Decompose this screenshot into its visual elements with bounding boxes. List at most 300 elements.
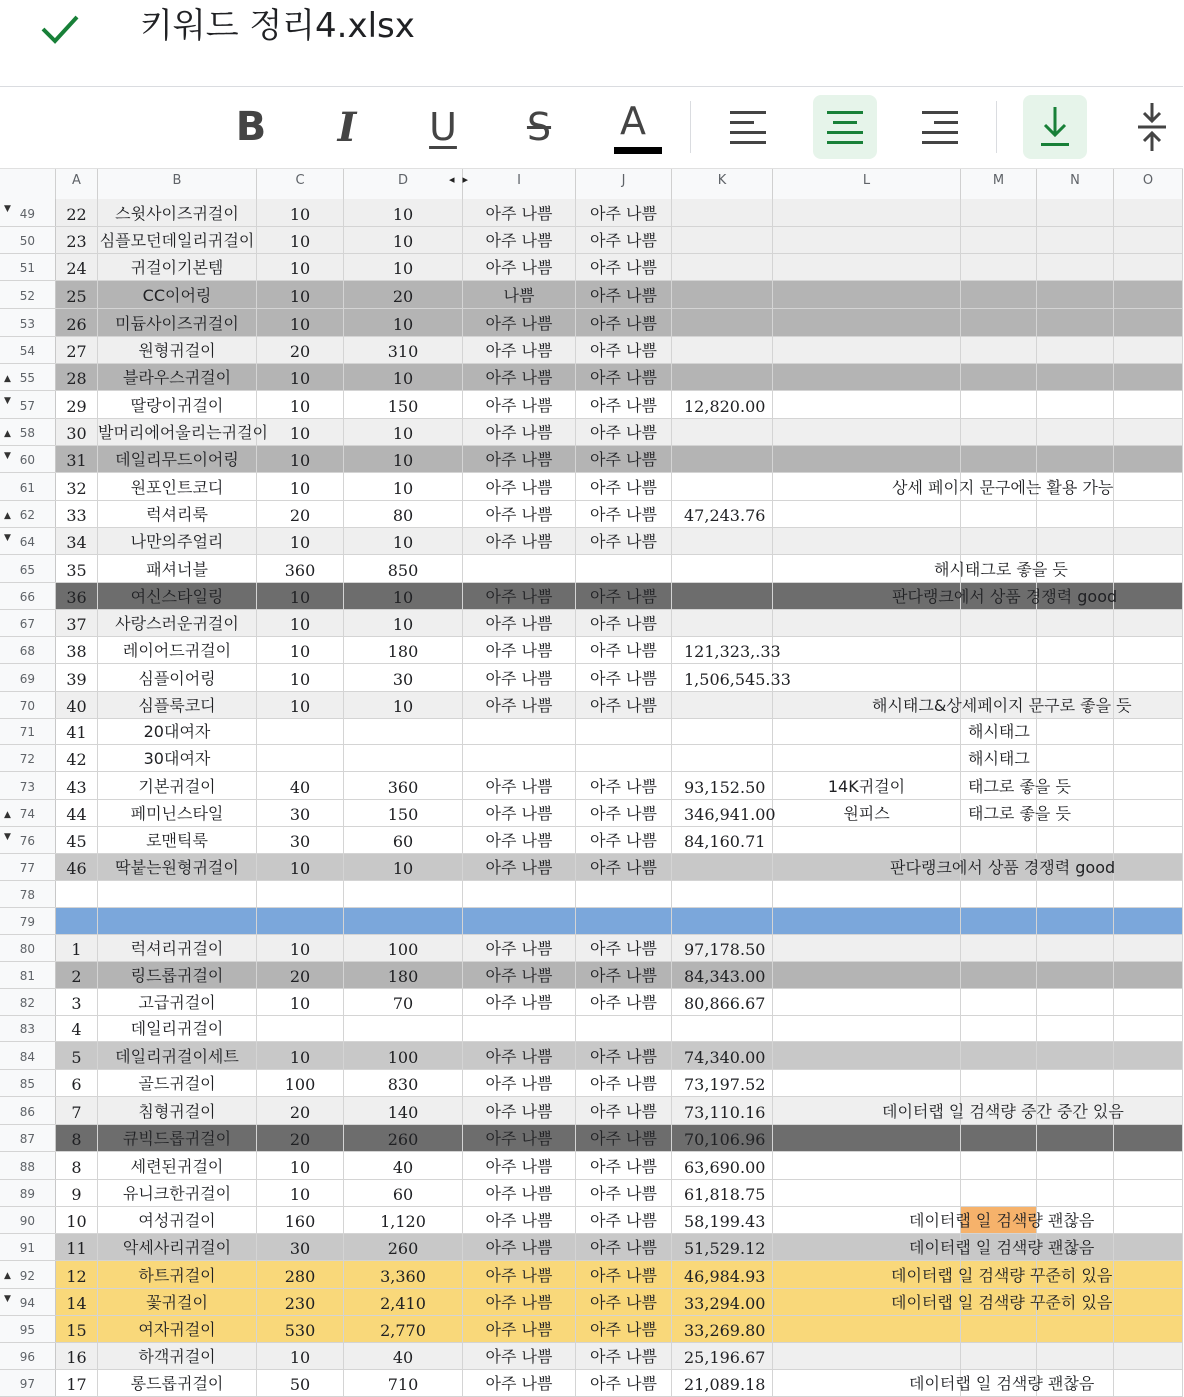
cell-b[interactable] [98, 501, 257, 527]
cell-o[interactable] [1114, 772, 1183, 799]
cell-k[interactable] [672, 745, 773, 771]
cell-b[interactable] [98, 719, 257, 744]
cell-j[interactable] [576, 227, 672, 253]
cell-o[interactable] [1114, 309, 1183, 336]
cell-a[interactable] [56, 391, 98, 418]
cell-d[interactable] [344, 528, 463, 554]
cell-i[interactable] [463, 1343, 576, 1369]
checkmark-icon[interactable] [40, 12, 80, 46]
cell-b[interactable] [98, 908, 257, 934]
cell-c[interactable] [257, 745, 344, 771]
table-row[interactable] [0, 309, 1183, 337]
cell-i[interactable] [463, 555, 576, 582]
cell-k[interactable] [672, 309, 773, 336]
table-row[interactable] [0, 989, 1183, 1016]
cell-m[interactable] [961, 528, 1037, 554]
column-header-c[interactable]: C [257, 169, 344, 199]
cell-m[interactable] [961, 199, 1037, 226]
column-header-a[interactable]: A [56, 169, 98, 199]
cell-a[interactable] [56, 1152, 98, 1179]
cell-k[interactable] [672, 364, 773, 390]
group-expand-icon[interactable]: ▲ [4, 810, 11, 820]
cell-b[interactable] [98, 364, 257, 390]
row-header[interactable] [0, 364, 56, 390]
cell-b[interactable] [98, 199, 257, 226]
table-row[interactable] [0, 446, 1183, 473]
cell-l[interactable] [773, 610, 961, 636]
cell-a[interactable] [56, 199, 98, 226]
cell-o[interactable] [1114, 827, 1183, 853]
cell-d[interactable] [344, 1070, 463, 1096]
cell-k[interactable] [672, 473, 773, 500]
cell-m[interactable] [961, 1316, 1037, 1342]
table-row[interactable] [0, 800, 1183, 827]
cell-a[interactable] [56, 745, 98, 771]
cell-i[interactable] [463, 501, 576, 527]
cell-n[interactable] [1037, 908, 1114, 934]
cell-b[interactable] [98, 745, 257, 771]
cell-j[interactable] [576, 391, 672, 418]
cell-j[interactable] [576, 1125, 672, 1151]
cell-o[interactable] [1114, 745, 1183, 771]
row-header[interactable] [0, 583, 56, 609]
cell-o[interactable] [1114, 1016, 1183, 1041]
cell-j[interactable] [576, 364, 672, 390]
table-row[interactable] [0, 1207, 1183, 1234]
group-collapse-icon[interactable]: ▼ [4, 1294, 11, 1304]
cell-b[interactable] [98, 854, 257, 880]
cell-k[interactable] [672, 337, 773, 363]
cell-l[interactable] [773, 935, 961, 961]
cell-n[interactable] [1037, 391, 1114, 418]
cell-o[interactable] [1114, 281, 1183, 308]
cell-j[interactable] [576, 664, 672, 691]
cell-a[interactable] [56, 364, 98, 390]
cell-a[interactable] [56, 501, 98, 527]
cell-n[interactable] [1037, 1152, 1114, 1179]
cell-k[interactable] [672, 583, 773, 609]
table-row[interactable] [0, 1070, 1183, 1097]
cell-i[interactable] [463, 1097, 576, 1124]
cell-n[interactable] [1037, 637, 1114, 663]
row-header[interactable] [0, 637, 56, 663]
cell-k[interactable] [672, 935, 773, 961]
row-header[interactable] [0, 1370, 56, 1396]
cell-a[interactable] [56, 692, 98, 718]
cell-n[interactable] [1037, 1125, 1114, 1151]
cell-m[interactable] [961, 254, 1037, 280]
cell-c[interactable] [257, 555, 344, 582]
cell-k[interactable] [672, 692, 773, 718]
cell-l[interactable] [773, 989, 961, 1015]
cell-j[interactable] [576, 555, 672, 582]
cell-k[interactable] [672, 1180, 773, 1206]
cell-i[interactable] [463, 800, 576, 826]
table-row[interactable] [0, 583, 1183, 610]
cell-l[interactable] [773, 446, 961, 472]
row-header[interactable] [0, 555, 56, 582]
cell-m[interactable] [961, 309, 1037, 336]
group-collapse-icon[interactable]: ▼ [4, 204, 11, 214]
cell-n[interactable] [1037, 881, 1114, 907]
cell-a[interactable] [56, 254, 98, 280]
cell-j[interactable] [576, 254, 672, 280]
table-row[interactable] [0, 199, 1183, 227]
cell-c[interactable] [257, 1370, 344, 1396]
cell-o[interactable] [1114, 199, 1183, 226]
cell-i[interactable] [463, 745, 576, 771]
table-row[interactable] [0, 1261, 1183, 1289]
cell-l[interactable] [773, 199, 961, 226]
cell-b[interactable] [98, 1016, 257, 1041]
cell-l[interactable] [773, 1042, 961, 1069]
cell-o[interactable] [1114, 908, 1183, 934]
column-header-j[interactable]: J [576, 169, 672, 199]
row-header[interactable] [0, 446, 56, 472]
cell-d[interactable] [344, 610, 463, 636]
row-header[interactable] [0, 908, 56, 934]
cell-n[interactable] [1037, 254, 1114, 280]
cell-b[interactable] [98, 1289, 257, 1315]
cell-j[interactable] [576, 692, 672, 718]
cell-c[interactable] [257, 692, 344, 718]
cell-d[interactable] [344, 473, 463, 500]
cell-a[interactable] [56, 664, 98, 691]
cell-m[interactable] [961, 1152, 1037, 1179]
cell-n[interactable] [1037, 745, 1114, 771]
cell-k[interactable] [672, 281, 773, 308]
cell-j[interactable] [576, 583, 672, 609]
cell-d[interactable] [344, 908, 463, 934]
cell-l[interactable] [773, 962, 961, 988]
cell-n[interactable] [1037, 1180, 1114, 1206]
cell-o[interactable] [1114, 1316, 1183, 1342]
column-header-d[interactable]: D [344, 169, 463, 199]
cell-m[interactable] [961, 1180, 1037, 1206]
column-header-k[interactable]: K [672, 169, 773, 199]
cell-b[interactable] [98, 337, 257, 363]
cell-k[interactable] [672, 854, 773, 880]
cell-i[interactable] [463, 1234, 576, 1260]
column-header-o[interactable]: O [1114, 169, 1183, 199]
row-header[interactable] [0, 935, 56, 961]
cell-c[interactable] [257, 1070, 344, 1096]
cell-m[interactable] [961, 419, 1037, 445]
cell-c[interactable] [257, 281, 344, 308]
cell-k[interactable] [672, 610, 773, 636]
cell-b[interactable] [98, 935, 257, 961]
cell-i[interactable] [463, 610, 576, 636]
table-row[interactable] [0, 473, 1183, 501]
row-header[interactable] [0, 745, 56, 771]
cell-l[interactable] [773, 1016, 961, 1041]
table-row[interactable] [0, 364, 1183, 391]
cell-b[interactable] [98, 1370, 257, 1396]
cell-j[interactable] [576, 1343, 672, 1369]
cell-j[interactable] [576, 637, 672, 663]
cell-d[interactable] [344, 692, 463, 718]
cell-c[interactable] [257, 1125, 344, 1151]
cell-c[interactable] [257, 227, 344, 253]
cell-a[interactable] [56, 772, 98, 799]
valign-bottom-button[interactable] [1023, 95, 1087, 159]
cell-b[interactable] [98, 473, 257, 500]
italic-button[interactable] [315, 95, 379, 159]
table-row[interactable] [0, 281, 1183, 309]
cell-k[interactable] [672, 827, 773, 853]
row-header[interactable] [0, 1125, 56, 1151]
cell-b[interactable] [98, 1152, 257, 1179]
cell-k[interactable] [672, 1289, 773, 1315]
cell-i[interactable] [463, 364, 576, 390]
cell-k[interactable] [672, 1097, 773, 1124]
cell-j[interactable] [576, 528, 672, 554]
cell-l[interactable] [773, 227, 961, 253]
table-row[interactable] [0, 854, 1183, 881]
table-row[interactable] [0, 337, 1183, 364]
table-row[interactable] [0, 1234, 1183, 1261]
table-row[interactable] [0, 719, 1183, 745]
cell-k[interactable] [672, 528, 773, 554]
cell-i[interactable] [463, 1152, 576, 1179]
cell-o[interactable] [1114, 1234, 1183, 1260]
row-header[interactable] [0, 800, 56, 826]
cell-m[interactable] [961, 827, 1037, 853]
cell-i[interactable] [463, 446, 576, 472]
cell-a[interactable] [56, 1316, 98, 1342]
cell-c[interactable] [257, 1180, 344, 1206]
cell-l[interactable] [773, 1070, 961, 1096]
cell-k[interactable] [672, 719, 773, 744]
cell-o[interactable] [1114, 989, 1183, 1015]
row-header[interactable] [0, 881, 56, 907]
cell-j[interactable] [576, 501, 672, 527]
cell-k[interactable] [672, 772, 773, 799]
group-collapse-icon[interactable]: ▼ [4, 396, 11, 406]
cell-b[interactable] [98, 1316, 257, 1342]
cell-a[interactable] [56, 281, 98, 308]
table-row[interactable] [0, 1016, 1183, 1042]
cell-d[interactable] [344, 989, 463, 1015]
cell-o[interactable] [1114, 1152, 1183, 1179]
table-row[interactable] [0, 391, 1183, 419]
cell-a[interactable] [56, 719, 98, 744]
cell-o[interactable] [1114, 583, 1183, 609]
cell-j[interactable] [576, 199, 672, 226]
table-row[interactable] [0, 1097, 1183, 1125]
cell-j[interactable] [576, 881, 672, 907]
cell-b[interactable] [98, 227, 257, 253]
cell-k[interactable] [672, 1370, 773, 1396]
row-header[interactable] [0, 1207, 56, 1233]
cell-l[interactable] [773, 501, 961, 527]
cell-o[interactable] [1114, 637, 1183, 663]
cell-o[interactable] [1114, 1370, 1183, 1396]
row-header[interactable] [0, 664, 56, 691]
cell-a[interactable] [56, 1289, 98, 1315]
cell-c[interactable] [257, 1289, 344, 1315]
cell-d[interactable] [344, 854, 463, 880]
cell-i[interactable] [463, 309, 576, 336]
cell-d[interactable] [344, 364, 463, 390]
column-header-m[interactable]: M [961, 169, 1037, 199]
cell-o[interactable] [1114, 254, 1183, 280]
group-collapse-icon[interactable]: ▼ [4, 451, 11, 461]
table-row[interactable] [0, 637, 1183, 664]
cell-m[interactable] [961, 227, 1037, 253]
cell-d[interactable] [344, 501, 463, 527]
cell-n[interactable] [1037, 199, 1114, 226]
cell-b[interactable] [98, 1180, 257, 1206]
cell-j[interactable] [576, 419, 672, 445]
cell-j[interactable] [576, 1234, 672, 1260]
cell-n[interactable] [1037, 962, 1114, 988]
table-row[interactable] [0, 227, 1183, 254]
cell-j[interactable] [576, 1370, 672, 1396]
group-expand-icon[interactable]: ▲ [4, 1271, 11, 1281]
cell-o[interactable] [1114, 446, 1183, 472]
cell-i[interactable] [463, 419, 576, 445]
cell-i[interactable] [463, 391, 576, 418]
cell-c[interactable] [257, 610, 344, 636]
cell-d[interactable] [344, 1042, 463, 1069]
cell-b[interactable] [98, 419, 269, 445]
cell-o[interactable] [1114, 854, 1183, 880]
cell-i[interactable] [463, 1180, 576, 1206]
cell-j[interactable] [576, 610, 672, 636]
cell-a[interactable] [56, 227, 98, 253]
cell-c[interactable] [257, 1016, 344, 1041]
table-row[interactable] [0, 528, 1183, 555]
cell-b[interactable] [98, 309, 257, 336]
cell-l[interactable] [773, 364, 961, 390]
cell-o[interactable] [1114, 1289, 1183, 1315]
cell-d[interactable] [344, 745, 463, 771]
cell-a[interactable] [56, 827, 98, 853]
cell-c[interactable] [257, 1207, 344, 1233]
cell-k[interactable] [672, 1042, 773, 1069]
column-header-i[interactable]: I [463, 169, 576, 199]
row-header[interactable] [0, 1042, 56, 1069]
cell-d[interactable] [344, 800, 463, 826]
cell-c[interactable] [257, 664, 344, 691]
cell-k[interactable] [672, 664, 791, 691]
cell-l[interactable] [773, 1152, 961, 1179]
cell-o[interactable] [1114, 1042, 1183, 1069]
cell-k[interactable] [672, 1125, 773, 1151]
cell-d[interactable] [344, 1097, 463, 1124]
row-header[interactable] [0, 1016, 56, 1041]
cell-d[interactable] [344, 935, 463, 961]
cell-n[interactable] [1037, 1016, 1114, 1041]
cell-c[interactable] [257, 637, 344, 663]
cell-d[interactable] [344, 199, 463, 226]
row-header[interactable] [0, 199, 56, 226]
hidden-columns-arrows-icon[interactable]: ◂▸ [449, 173, 477, 186]
cell-l[interactable] [773, 719, 961, 744]
row-header[interactable] [0, 473, 56, 500]
cell-i[interactable] [463, 528, 576, 554]
cell-d[interactable] [344, 1180, 463, 1206]
cell-i[interactable] [463, 989, 576, 1015]
cell-n[interactable] [1037, 446, 1114, 472]
cell-d[interactable] [344, 1207, 463, 1233]
table-row[interactable] [0, 962, 1183, 989]
cell-d[interactable] [344, 583, 463, 609]
cell-a[interactable] [56, 1343, 98, 1369]
cell-j[interactable] [576, 281, 672, 308]
cell-a[interactable] [56, 1016, 98, 1041]
cell-c[interactable] [257, 719, 344, 744]
cell-d[interactable] [344, 772, 463, 799]
cell-b[interactable] [98, 583, 257, 609]
cell-m[interactable] [961, 610, 1037, 636]
row-header[interactable] [0, 1261, 56, 1288]
cell-l[interactable] [773, 881, 961, 907]
cell-l[interactable] [773, 391, 961, 418]
cell-a[interactable] [56, 1180, 98, 1206]
cell-c[interactable] [257, 583, 344, 609]
cell-o[interactable] [1114, 473, 1183, 500]
cell-o[interactable] [1114, 227, 1183, 253]
strikethrough-button[interactable] [507, 95, 571, 159]
cell-i[interactable] [463, 473, 576, 500]
row-header[interactable] [0, 1316, 56, 1342]
cell-j[interactable] [576, 473, 672, 500]
cell-l[interactable] [773, 309, 961, 336]
cell-c[interactable] [257, 1042, 344, 1069]
cell-i[interactable] [463, 227, 576, 253]
cell-j[interactable] [576, 1070, 672, 1096]
cell-d[interactable] [344, 1125, 463, 1151]
cell-k[interactable] [672, 1207, 773, 1233]
cell-d[interactable] [344, 1234, 463, 1260]
cell-j[interactable] [576, 989, 672, 1015]
cell-d[interactable] [344, 719, 463, 744]
cell-m[interactable] [961, 281, 1037, 308]
cell-k[interactable] [672, 637, 781, 663]
cell-a[interactable] [56, 935, 98, 961]
cell-k[interactable] [672, 1152, 773, 1179]
cell-i[interactable] [463, 337, 576, 363]
underline-button[interactable] [411, 95, 475, 159]
cell-d[interactable] [344, 555, 463, 582]
cell-o[interactable] [1114, 1097, 1183, 1124]
cell-b[interactable] [98, 1042, 257, 1069]
cell-b[interactable] [98, 962, 257, 988]
cell-b[interactable] [98, 692, 257, 718]
cell-b[interactable] [98, 1261, 257, 1288]
cell-l[interactable] [773, 745, 961, 771]
cell-j[interactable] [576, 719, 672, 744]
cell-c[interactable] [257, 1234, 344, 1260]
cell-c[interactable] [257, 1097, 344, 1124]
cell-o[interactable] [1114, 664, 1183, 691]
cell-i[interactable] [463, 1261, 576, 1288]
cell-a[interactable] [56, 1207, 98, 1233]
cell-a[interactable] [56, 1097, 98, 1124]
cell-a[interactable] [56, 1042, 98, 1069]
table-row[interactable] [0, 1370, 1183, 1397]
cell-j[interactable] [576, 772, 672, 799]
cell-l[interactable] [773, 800, 961, 826]
cell-c[interactable] [257, 254, 344, 280]
cell-d[interactable] [344, 1289, 463, 1315]
cell-a[interactable] [56, 962, 98, 988]
valign-middle-button[interactable] [1120, 95, 1184, 159]
align-right-button[interactable] [908, 95, 972, 159]
cell-j[interactable] [576, 309, 672, 336]
